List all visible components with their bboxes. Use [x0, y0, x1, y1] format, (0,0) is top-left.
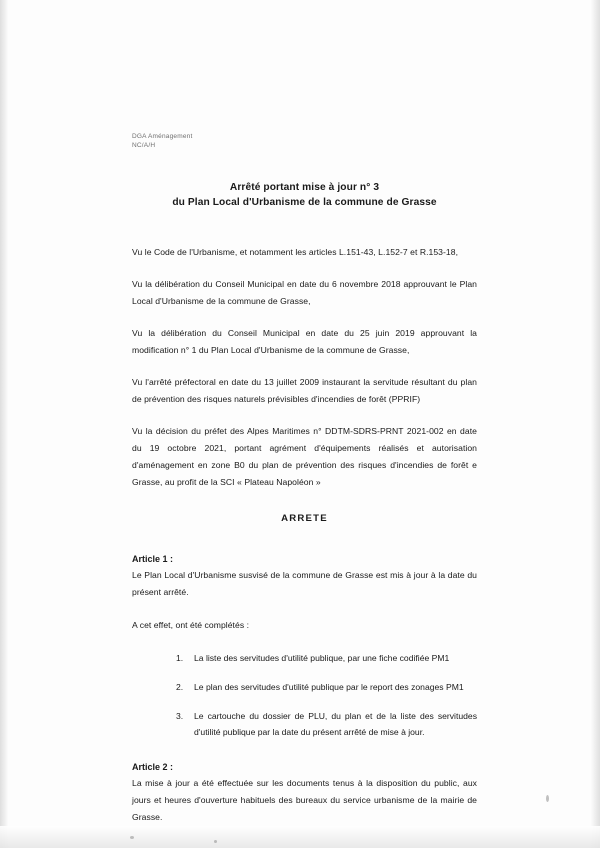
list-item: Le cartouche du dossier de PLU, du plan et de la liste des servitudes d'utilité publique par la date du présent arrêté de mise à jour. [194, 711, 477, 737]
article-1-paragraph-2: A cet effet, ont été complétés : [132, 620, 250, 630]
header-reference-line-1: DGA Aménagement [132, 133, 193, 140]
header-reference [132, 132, 477, 150]
article-2-paragraph-1: La mise à jour a été effectuée sur les documents tenus à la disposition du public, aux jours et heures d'ouverture habituels des bureaux du service urbanisme de la mairie de Grasse. [132, 778, 477, 822]
decision-keyword: ARRETE [281, 513, 328, 524]
list-item: La liste des servitudes d'utilité publique, par une fiche codifiée PM1 [194, 653, 450, 663]
consideration-paragraph: Vu le Code de l'Urbanisme, et notamment les articles L.151-43, L.152-7 et R.153-18, [132, 247, 459, 257]
consideration-paragraph: Vu l'arrêté préfectoral en date du 13 juillet 2009 instaurant la servitude résultant du plan de prévention des risques naturels prévisibles d'incendies de forêt (PPRIF) [132, 377, 477, 404]
header-reference-line-2: NC/A/H [132, 142, 156, 149]
page-title-line-2: du Plan Local d'Urbanisme de la commune de Grasse [172, 197, 437, 208]
scan-edge-right [590, 0, 600, 848]
consideration-paragraph: Vu la délibération du Conseil Municipal en date du 25 juin 2019 approuvant la modification n° 1 du Plan Local d'Urbanisme de la commune de Grasse, [132, 328, 477, 355]
consideration-paragraph: Vu la décision du préfet des Alpes Maritimes n° DDTM-SDRS-PRNT 2021-002 en date du 19 octobre 2021, portant agrément d'équipements réalisés et autorisation d'aménagement en zone B0 du plan de prévention des risques d'incendies de forêt e Grasse, au profit de la SCI « Plateau Napoléon » [132, 426, 477, 487]
scan-speck [546, 795, 549, 802]
article-1-list [132, 650, 477, 740]
page-title-line-1: Arrêté portant mise à jour n° 3 [229, 182, 380, 193]
consideration-paragraph: Vu la délibération du Conseil Municipal en date du 6 novembre 2018 approuvant le Plan Local d'Urbanisme de la commune de Grasse, [132, 279, 477, 306]
article-1-heading: Article 1 : [132, 554, 174, 564]
considerations-block [132, 244, 477, 491]
article-2 [132, 762, 477, 826]
article-1 [132, 554, 477, 740]
list-item: Le plan des servitudes d'utilité publique par le report des zonages PM1 [194, 682, 464, 692]
article-2-heading: Article 2 : [132, 762, 174, 772]
document-content [132, 132, 477, 842]
page-title [132, 180, 477, 210]
article-1-paragraph-1: Le Plan Local d'Urbanisme susvisé de la commune de Grasse est mis à jour à la date du présent arrêté. [132, 570, 477, 597]
scan-edge-left [0, 0, 9, 848]
